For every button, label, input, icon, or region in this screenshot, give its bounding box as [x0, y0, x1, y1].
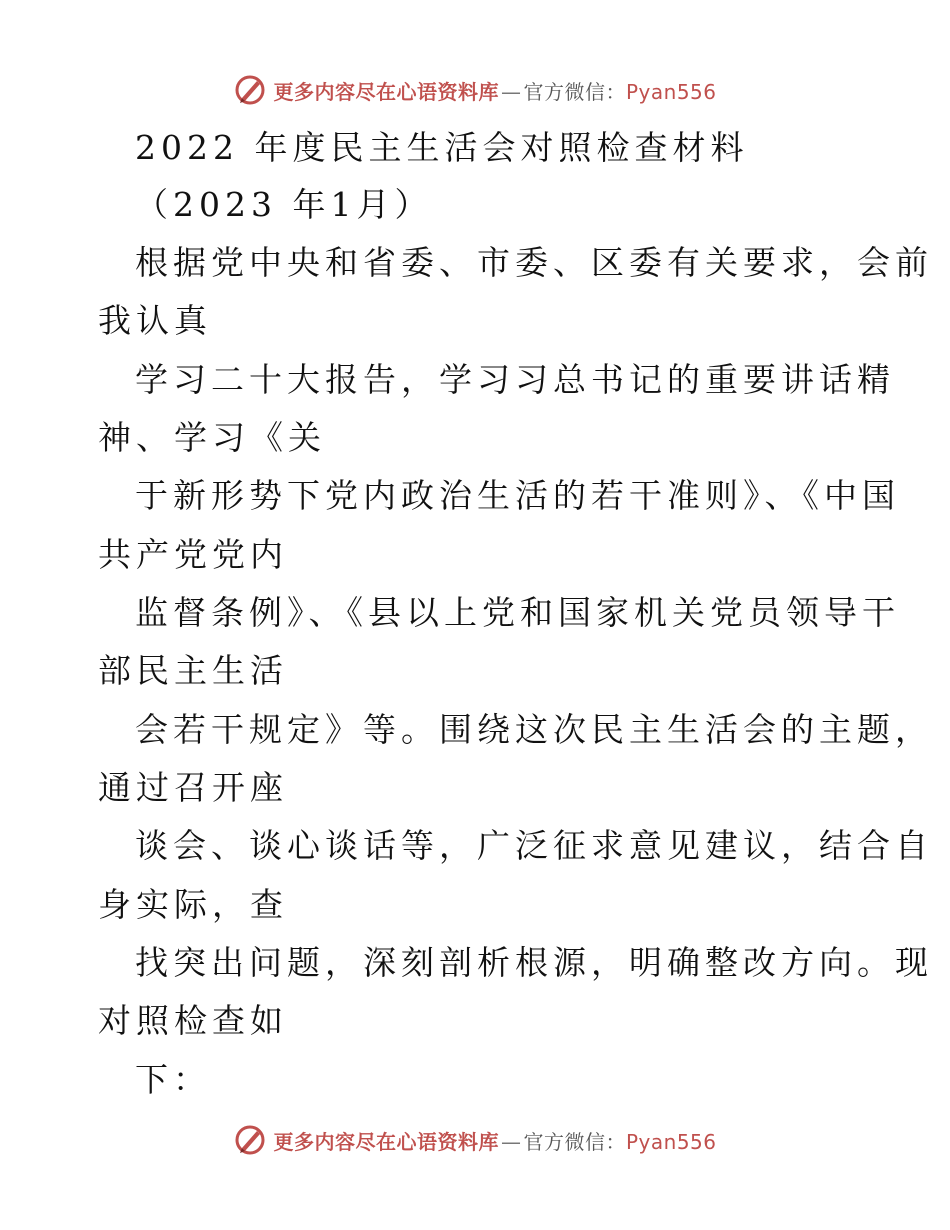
document-title: 2022 年度民主生活会对照检查材料 [135, 128, 749, 167]
watermark-separator: — [500, 1129, 522, 1154]
body-line: 谈会、谈心谈话等，广泛征求意见建议，结合自 [135, 826, 933, 865]
watermark-main: 更多内容尽在心语资料库 [273, 79, 499, 104]
watermark-label: 官方微信： [523, 1129, 626, 1154]
pen-logo-icon [233, 1123, 267, 1157]
body-line: 监督条例》、《县以上党和国家机关党员领导干 [135, 593, 900, 632]
body-line: 神、学习《关 [98, 418, 326, 457]
body-line: 我认真 [98, 301, 212, 340]
body-line: 学习二十大报告，学习习总书记的重要讲话精 [135, 360, 895, 399]
watermark-footer [0, 1120, 950, 1160]
watermark-separator: — [500, 79, 522, 104]
body-line: 下： [135, 1060, 211, 1099]
body-line: 根据党中央和省委、市委、区委有关要求，会前 [135, 243, 933, 282]
body-line: 找突出问题，深刻剖析根源，明确整改方向。现 [135, 943, 933, 982]
watermark-account: Pyan556 [625, 1129, 717, 1154]
body-line: 共产党党内 [98, 535, 288, 574]
watermark-label: 官方微信： [523, 79, 626, 104]
watermark-text [273, 1126, 716, 1155]
body-line: 对照检查如 [98, 1001, 288, 1040]
watermark-account: Pyan556 [625, 79, 717, 104]
document-date: （2023 年1月） [135, 185, 433, 224]
body-line: 部民主生活 [98, 651, 288, 690]
watermark-main: 更多内容尽在心语资料库 [273, 1129, 499, 1154]
body-line: 通过召开座 [98, 768, 288, 807]
body-line: 身实际，查 [98, 885, 288, 924]
body-line: 于新形势下党内政治生活的若干准则》、《中国 [135, 476, 900, 515]
body-line: 会若干规定》等。围绕这次民主生活会的主题， [135, 710, 933, 749]
